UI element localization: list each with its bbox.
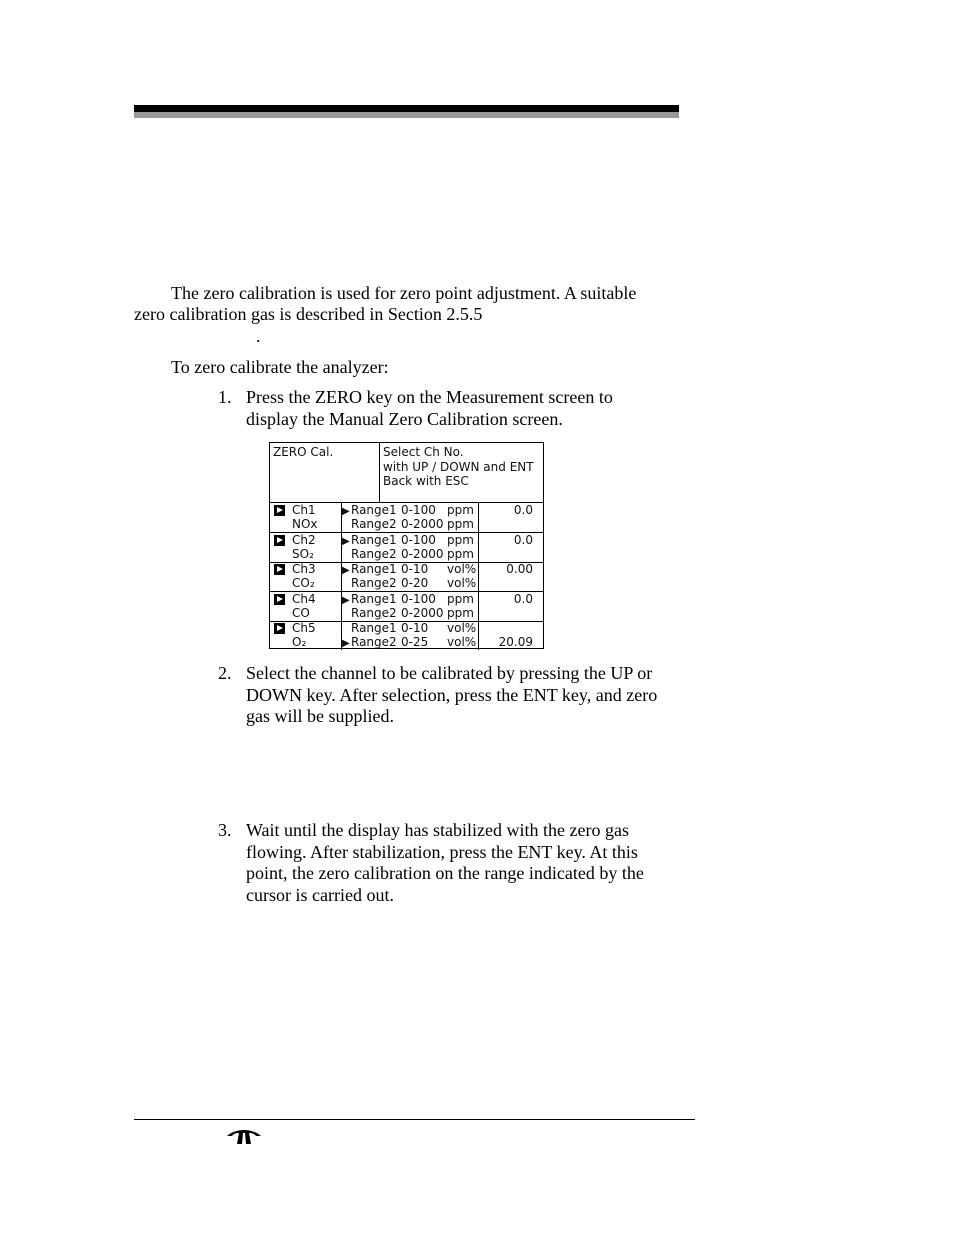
channel-row[interactable] — [270, 562, 543, 592]
range-unit: ppm — [447, 591, 474, 606]
channel-value: 20.09 — [498, 635, 533, 649]
step-line: display the Manual Zero Calibration screen. — [246, 408, 563, 429]
channel-value: 0.00 — [506, 562, 533, 576]
intro-paragraph-line-1: The zero calibration is used for zero point adjustment. A suitable — [171, 283, 637, 303]
range-cursor-icon: ▶ — [342, 594, 350, 606]
range-name: Range1 — [351, 532, 397, 547]
channel-value: 0.0 — [513, 532, 533, 547]
channel-number: Ch2 — [292, 532, 316, 547]
step-line: Select the channel to be calibrated by pressing the UP or — [246, 663, 653, 683]
range-span: 0-10 — [401, 562, 429, 576]
range-name: Range1 — [351, 621, 397, 635]
range-cursor-icon: ▶ — [342, 506, 350, 517]
step-line: flowing. After stabilization, press the ENT key. At this — [246, 841, 638, 862]
column-divider — [478, 592, 479, 621]
screen-header — [270, 443, 543, 503]
range-line — [342, 576, 477, 590]
manual-zero-calibration-screen — [269, 442, 544, 649]
range-unit: vol% — [447, 635, 477, 649]
range-unit: ppm — [447, 532, 474, 547]
channel-row[interactable] — [270, 503, 543, 533]
channel-gas: SO₂ — [292, 546, 314, 561]
range-span: 0-2000 — [401, 546, 444, 561]
channel-select-marker-icon — [274, 623, 285, 634]
channel-gas: NOx — [292, 517, 318, 531]
step-number: 1. — [218, 387, 232, 407]
steps-intro: To zero calibrate the analyzer: — [171, 357, 389, 377]
footer-rule — [134, 1119, 695, 1120]
channel-number: Ch1 — [292, 503, 316, 517]
column-divider — [478, 621, 479, 650]
channel-number: Ch4 — [292, 591, 316, 606]
channel-select-marker-icon — [274, 564, 285, 575]
range-line — [342, 547, 477, 561]
step-line: Wait until the display has stabilized with the zero gas — [246, 820, 629, 840]
channel-select-marker-icon — [274, 594, 285, 605]
channel-value: 0.0 — [513, 591, 533, 606]
range-line — [342, 635, 477, 649]
range-cursor-icon: ▶ — [342, 638, 350, 649]
range-span: 0-2000 — [401, 605, 444, 620]
range-span: 0-100 — [401, 591, 436, 606]
range-cursor-icon: ▶ — [342, 565, 350, 576]
channel-gas: O₂ — [292, 635, 307, 649]
range-line — [342, 562, 477, 576]
step-text — [246, 820, 686, 906]
range-name: Range1 — [351, 591, 397, 606]
range-line — [342, 621, 477, 635]
column-divider — [478, 533, 479, 562]
range-line — [342, 533, 477, 547]
range-name: Range1 — [351, 503, 397, 517]
stray-period: . — [256, 326, 261, 346]
range-line — [342, 592, 477, 606]
step-number: 3. — [218, 820, 232, 840]
teledyne-logo-icon — [226, 1129, 262, 1145]
channel-gas: CO₂ — [292, 576, 315, 590]
range-unit: ppm — [447, 503, 474, 517]
column-divider — [478, 503, 479, 532]
step-line: point, the zero calibration on the range indicated by the — [246, 863, 644, 883]
range-line — [342, 503, 477, 517]
instruction-line: Back with ESC — [383, 474, 469, 488]
step-line: DOWN key. After selection, press the ENT key, and zero — [246, 684, 658, 705]
range-unit: ppm — [447, 605, 474, 620]
range-line — [342, 606, 477, 620]
column-divider — [478, 562, 479, 591]
channel-row[interactable] — [270, 533, 543, 563]
header-rule-black — [134, 105, 679, 112]
header-rule-gray — [134, 112, 679, 118]
range-name: Range2 — [351, 546, 397, 561]
instruction-line: Select Ch No. — [383, 445, 464, 459]
range-span: 0-25 — [401, 635, 429, 649]
channel-select-marker-icon — [274, 535, 285, 546]
range-span: 0-20 — [401, 576, 429, 590]
range-name: Range2 — [351, 517, 397, 531]
range-name: Range1 — [351, 562, 397, 576]
range-name: Range2 — [351, 635, 397, 649]
screen-title: ZERO Cal. — [273, 445, 334, 459]
step-text — [246, 663, 686, 728]
range-span: 0-10 — [401, 621, 429, 635]
range-unit: vol% — [447, 576, 477, 590]
range-cursor-icon: ▶ — [342, 535, 350, 547]
range-span: 0-100 — [401, 532, 436, 547]
step-line: cursor is carried out. — [246, 884, 394, 905]
step-line: Press the ZERO key on the Measurement screen to — [246, 387, 613, 407]
screen-instructions — [383, 445, 534, 489]
channel-row[interactable] — [270, 621, 543, 650]
channel-select-marker-icon — [274, 505, 285, 516]
channel-number: Ch3 — [292, 562, 316, 576]
channel-value: 0.0 — [513, 503, 533, 517]
channel-number: Ch5 — [292, 621, 316, 635]
step-line: gas will be supplied. — [246, 706, 394, 726]
range-name: Range2 — [351, 605, 397, 620]
channel-gas: CO — [292, 605, 310, 620]
range-unit: ppm — [447, 517, 474, 531]
range-unit: vol% — [447, 562, 477, 576]
step-text — [246, 387, 686, 430]
range-unit: ppm — [447, 546, 474, 561]
header-divider — [379, 443, 380, 502]
range-span: 0-100 — [401, 503, 436, 517]
step-number: 2. — [218, 663, 232, 683]
instruction-line: with UP / DOWN and ENT — [383, 459, 534, 474]
intro-paragraph-line-2: zero calibration gas is described in Section 2.5.5 — [134, 304, 483, 324]
range-unit: vol% — [447, 621, 477, 635]
range-span: 0-2000 — [401, 517, 444, 531]
range-line — [342, 517, 477, 531]
channel-row[interactable] — [270, 592, 543, 622]
range-name: Range2 — [351, 576, 397, 590]
